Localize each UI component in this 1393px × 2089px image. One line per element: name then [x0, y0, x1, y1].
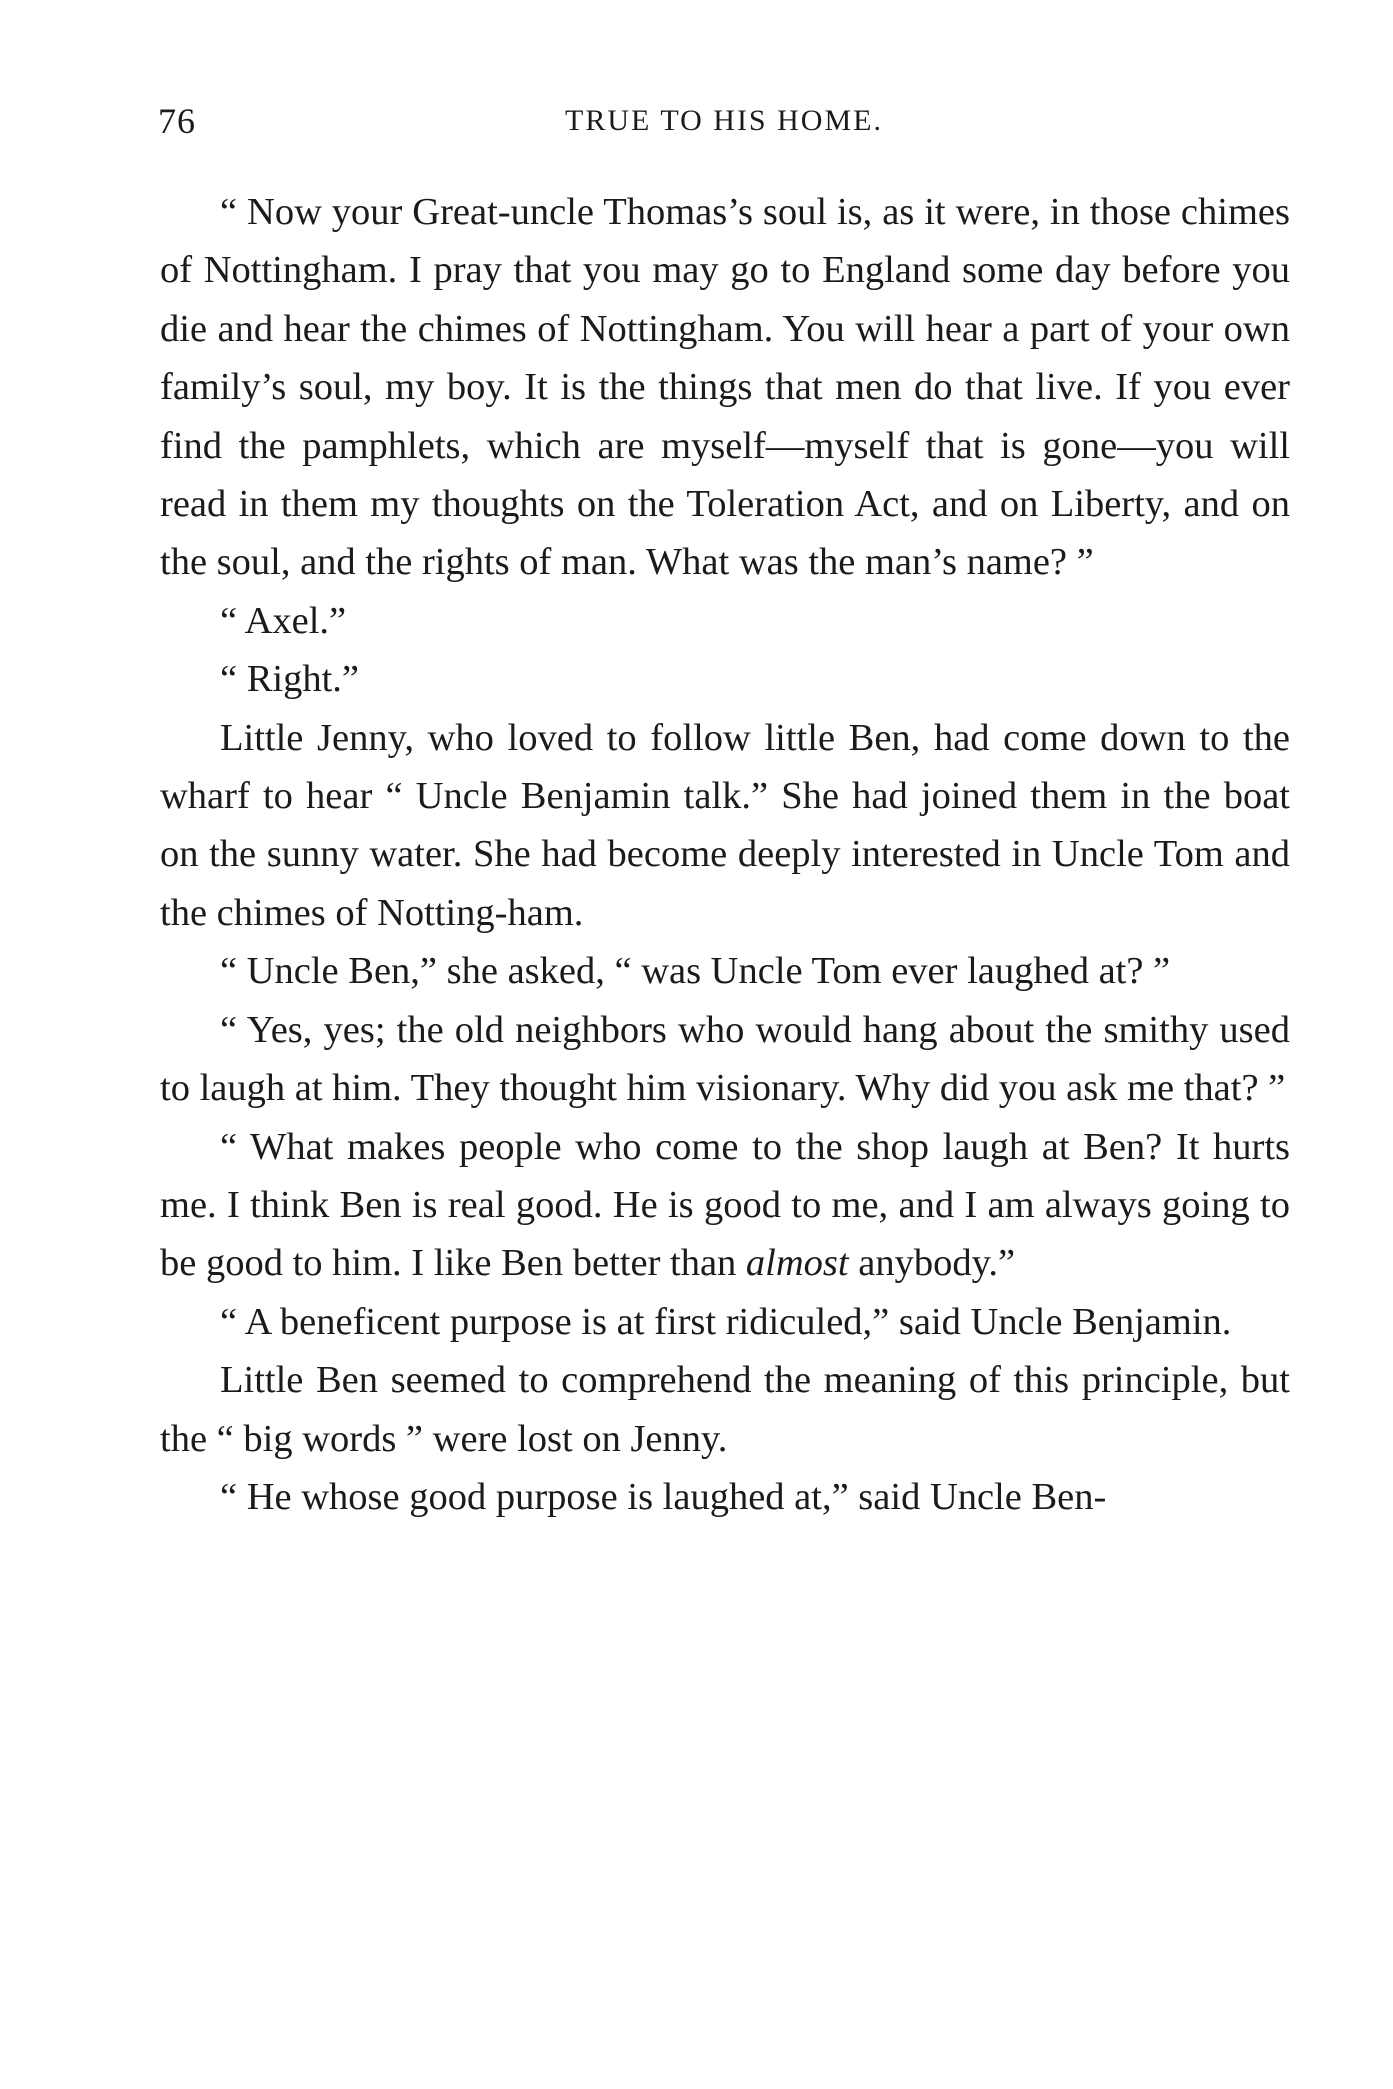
paragraph-yes-yes: “ Yes, yes; the old neighbors who would hang about the smithy used to laugh at him. They thought him visionary. Why did you ask me that? ” — [160, 1008, 1290, 1110]
paragraph-beneficent-purpose: “ A beneficent purpose is at first ridiculed,” said Uncle Benjamin. — [220, 1300, 1232, 1343]
paragraph-great-uncle-thomas: “ Now your Great-uncle Thomas’s soul is, as it were, in those chimes of Nottingham. I pray that you may go to England some day before you die and hear the chimes of Nottingham. You will hear a part of your own family’s soul, my boy. It is the things that men do that live. If you ever find the pamphlets, which are myself—myself that is gone—you will read in them my thoughts on the Toleration Act, and on Liberty, and on the soul, and the rights of man. What was the man’s name? ” — [160, 191, 1290, 584]
paragraph-uncle-ben-question: “ Uncle Ben,” she asked, “ was Uncle Tom ever laughed at? ” — [220, 950, 1171, 993]
paragraph-text-before: “ What makes people who come to the shop laugh at Ben? It hurts me. I think Ben is real good. He is good to me, and I am always going to be good to him. I like Ben better than — [160, 1125, 1290, 1285]
paragraph-little-jenny: Little Jenny, who loved to follow little Ben, had come down to the wharf to hear “ Uncle Benjamin talk.” She had joined them in the boat on the sunny water. She had become deeply interested in Uncle Tom and the chimes of Notting-ham. — [160, 716, 1290, 934]
paragraph-text-after: anybody.” — [848, 1242, 1016, 1285]
emphasized-word: almost — [745, 1242, 849, 1285]
paragraph-right: “ Right.” — [220, 658, 359, 701]
paragraph-what-makes-people — [160, 1118, 1290, 1293]
running-title: TRUE TO HIS HOME. — [565, 104, 883, 137]
paragraph-axel: “ Axel.” — [220, 599, 347, 642]
paragraph-little-ben: Little Ben seemed to comprehend the meaning of this principle, but the “ big words ” were lost on Jenny. — [160, 1359, 1290, 1460]
body-text — [160, 183, 1290, 1526]
paragraph-good-purpose: “ He whose good purpose is laughed at,” said Uncle Ben- — [220, 1475, 1107, 1518]
page-number: 76 — [158, 101, 196, 141]
running-head — [158, 100, 1290, 140]
